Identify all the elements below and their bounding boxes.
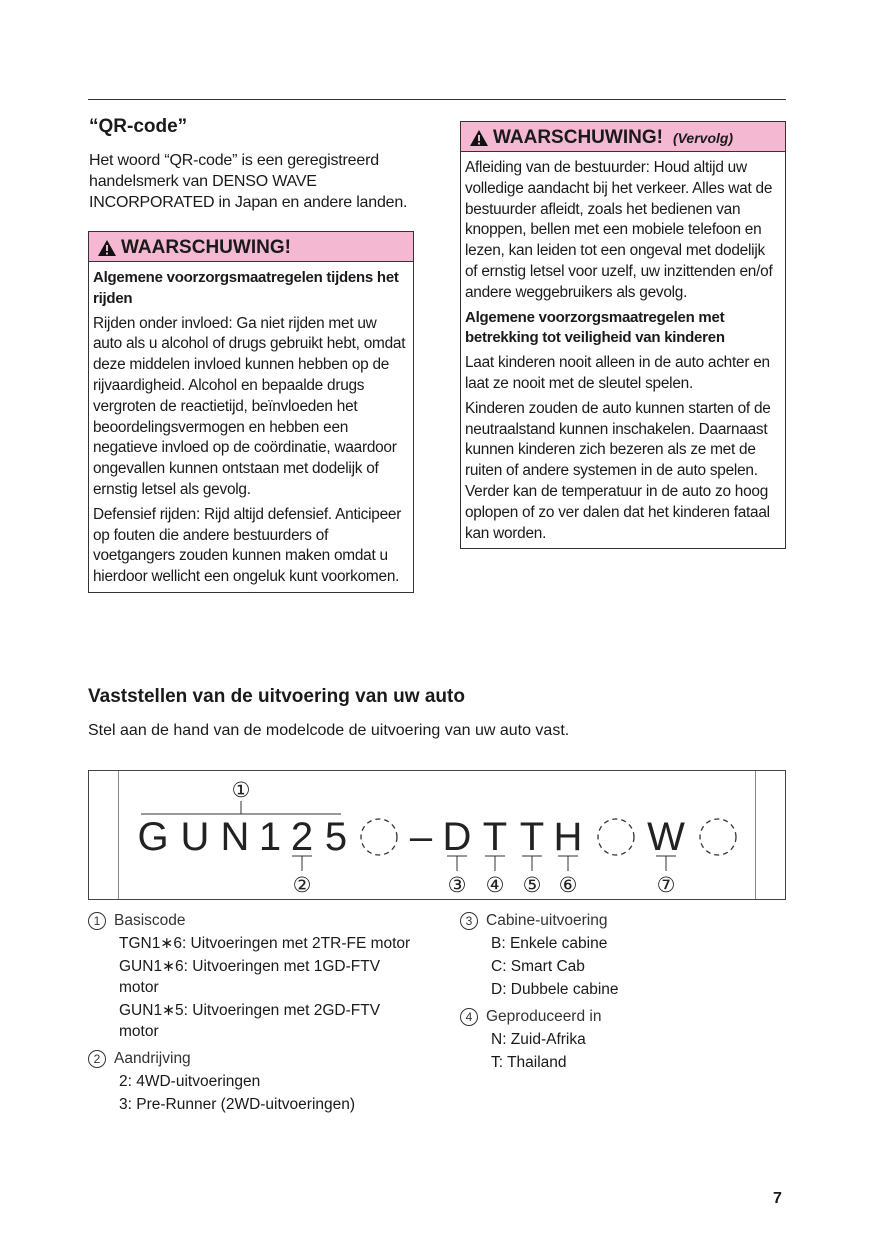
callout-1: ① <box>231 778 251 802</box>
model-code-diagram <box>88 770 786 900</box>
placeholder-circle <box>598 819 634 855</box>
legend-line: 2: 4WD-uitvoeringen <box>119 1073 261 1090</box>
callout-2: ② <box>292 873 312 897</box>
section-heading: Vaststellen van de uitvoering van uw auto <box>88 686 465 707</box>
code-char: T <box>519 815 545 859</box>
warning-title: WAARSCHUWING! <box>493 126 663 148</box>
warning-continued-label: (Vervolg) <box>672 129 734 146</box>
code-char: H <box>553 815 583 859</box>
legend-item <box>460 912 780 1000</box>
warning-header <box>89 232 413 262</box>
placeholder-circle <box>700 819 736 855</box>
warning-paragraph: Rijden onder invloed: Ga niet rijden met uw auto als u alcohol of drugs gebruikt hebt, omdat deze middelen invloed kunnen hebben op de rijvaardigheid. Alcohol en bepaalde drugs vergroten de reactietijd, beïnvloeden het beoordelingsvermogen en hebben een negatieve invloed op de coördinatie, waardoor ongevallen kunnen ontstaan met dodelijk of ernstig letsel als gevolg. <box>93 314 406 498</box>
code-char: G <box>137 815 169 859</box>
legend-line: GUN1∗6: Uitvoeringen met 1GD-FTV motor <box>119 958 381 996</box>
legend-title: Basiscode <box>114 912 186 929</box>
placeholder-circle <box>361 819 397 855</box>
qr-text: Het woord “QR-code” is een geregistreerd handelsmerk van DENSO WAVE INCORPORATED in Japan en andere landen. <box>89 152 408 211</box>
warning-paragraph: Defensief rijden: Rijd altijd defensief. Anticipeer op fouten die andere bestuurders of voetgangers zouden kunnen maken omdat u hierdoor wellicht een ongeluk kunt voorkomen. <box>93 505 402 586</box>
legend-line: 3: Pre-Runner (2WD-uitvoeringen) <box>119 1096 356 1113</box>
warning-subheading: Algemene voorzorgsmaatregelen met betrekking tot veiligheid van kinderen <box>465 308 725 347</box>
code-char: D <box>442 815 472 859</box>
legend-right <box>460 912 780 1081</box>
warning-box-left <box>88 231 414 593</box>
callout-7: ⑦ <box>656 873 676 897</box>
legend-title: Geproduceerd in <box>486 1008 602 1025</box>
page-number: 7 <box>773 1190 782 1207</box>
warning-paragraph: Afleiding van de bestuurder: Houd altijd uw volledige aandacht bij het verkeer. Alles wat de bestuurder afleidt, zoals het bedienen van knoppen, bellen met een mobiele telefoon en lezen, kan leiden tot een ongeval met dodelijk of ernstig letsel voor uzelf, uw inzittenden en/of andere weggebruikers als gevolg. <box>465 159 773 301</box>
callout-3: ③ <box>447 873 467 897</box>
warning-body <box>461 152 785 548</box>
left-column <box>88 116 414 593</box>
warning-paragraph: Laat kinderen nooit alleen in de auto achter en laat ze nooit met de sleutel spelen. <box>465 354 770 392</box>
code-char: W <box>647 815 685 859</box>
code-char: T <box>482 815 508 859</box>
code-char: 5 <box>324 815 348 859</box>
legend-left <box>88 912 418 1123</box>
top-rule <box>88 99 786 100</box>
warning-title: WAARSCHUWING! <box>121 236 291 258</box>
code-char: – <box>409 815 433 859</box>
code-char: 1 <box>258 815 282 859</box>
legend-item <box>88 912 418 1042</box>
callout-5: ⑤ <box>522 873 542 897</box>
legend-line: TGN1∗6: Uitvoeringen met 2TR-FE motor <box>119 935 411 952</box>
code-char: 2 <box>290 815 314 859</box>
legend-line: B: Enkele cabine <box>491 935 608 952</box>
warning-paragraph: Kinderen zouden de auto kunnen starten of de neutraalstand kunnen inschakelen. Daarnaast kunnen kinderen zich bezeren als ze met de ruiten of andere systemen in de auto spelen. Verder kan de temperatuur in de auto zo hoog oplopen of zo ver dalen dat het kinderen fataal kan worden. <box>465 399 771 542</box>
code-char: N <box>220 815 250 859</box>
callout-4: ④ <box>485 873 505 897</box>
legend-number: 2 <box>88 1050 106 1068</box>
legend-number: 3 <box>460 912 478 930</box>
legend-line: GUN1∗5: Uitvoeringen met 2GD-FTV motor <box>119 1002 381 1040</box>
section-text: Stel aan de hand van de modelcode de uitvoering van uw auto vast. <box>88 722 570 739</box>
legend-item <box>88 1050 418 1115</box>
legend-line: T: Thailand <box>491 1054 567 1071</box>
legend-number: 4 <box>460 1008 478 1026</box>
legend-line: N: Zuid-Afrika <box>491 1031 586 1048</box>
qr-heading: “QR-code” <box>89 116 188 137</box>
callout-6: ⑥ <box>558 873 578 897</box>
legend-line: D: Dubbele cabine <box>491 981 619 998</box>
warning-box-right <box>460 121 786 549</box>
warning-triangle-icon <box>469 129 489 147</box>
warning-triangle-icon <box>97 239 117 257</box>
legend-item <box>460 1008 780 1073</box>
right-column <box>460 121 786 549</box>
code-char: U <box>180 815 210 859</box>
legend-number: 1 <box>88 912 106 930</box>
legend-line: C: Smart Cab <box>491 958 585 975</box>
warning-header <box>461 122 785 152</box>
model-code-svg <box>89 771 785 899</box>
warning-subheading: Algemene voorzorgsmaatregelen tijdens het rijden <box>93 269 399 307</box>
legend-title: Cabine-uitvoering <box>486 912 608 929</box>
warning-body <box>89 262 413 592</box>
legend-title: Aandrijving <box>114 1050 191 1067</box>
